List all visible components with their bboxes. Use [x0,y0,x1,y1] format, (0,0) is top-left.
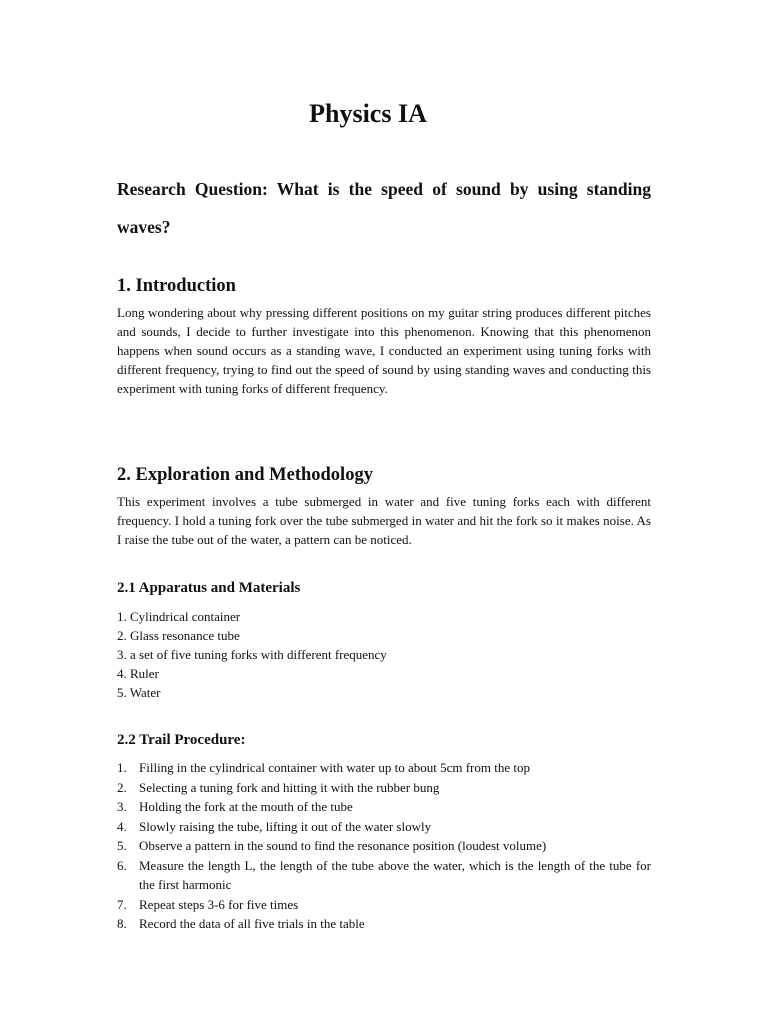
step-number: 4. [117,818,127,834]
step-number: 1. [117,760,127,775]
step-text: Holding the fork at the mouth of the tube [139,799,353,814]
step-text: Filling in the cylindrical container with water up to about 5cm from the top [139,760,530,775]
procedure-step [117,758,651,778]
list-item: 5. Water [117,685,161,700]
procedure-step [117,914,651,934]
procedure-list [117,758,651,934]
list-item: 3. a set of five tuning forks with different frequency [117,647,387,662]
procedure-step [117,836,651,856]
step-text: Slowly raising the tube, lifting it out of the water slowly [139,818,432,834]
list-item: 1. Cylindrical container [117,609,241,624]
step-text: Observe a pattern in the sound to find the resonance position (loudest volume) [139,838,547,853]
exploration-paragraph: This experiment involves a tube submerged in water and five tuning forks each with different frequency. I hold a tuning fork over the tube submerged in water and hit the fork so it makes noise. As I raise the tube out of the water, a pattern can be noticed. [117,494,651,547]
procedure-heading: 2.2 Trail Procedure: [117,732,246,748]
step-number: 6. [117,857,127,873]
procedure-step [117,817,651,837]
step-text: Repeat steps 3-6 for five times [139,896,299,912]
step-text: Record the data of all five trials in the table [139,916,365,931]
step-number: 7. [117,896,127,912]
procedure-step [117,895,651,915]
step-text: Measure the length L, the length of the tube above the water, which is the length of the tube for the first harmonic [139,857,651,892]
step-text: Selecting a tuning fork and hitting it with the rubber bung [139,779,440,795]
introduction-heading: 1. Introduction [117,276,236,296]
step-number: 5. [117,838,127,853]
procedure-step [117,797,651,817]
exploration-heading: 2. Exploration and Methodology [117,465,373,485]
research-question: Research Question: What is the speed of sound by using standing waves? [117,179,651,237]
list-item: 4. Ruler [117,666,159,681]
page-title: Physics IA [309,99,427,128]
apparatus-list [117,607,651,702]
step-number: 8. [117,916,127,931]
step-number: 2. [117,779,127,795]
apparatus-heading: 2.1 Apparatus and Materials [117,580,301,596]
list-item: 2. Glass resonance tube [117,628,240,643]
introduction-paragraph: Long wondering about why pressing different positions on my guitar string produces different pitches and sounds, I decide to further investigate into this phenomenon. Knowing that this phenomenon happens when sound occurs as a standing wave, I conducted an experiment using tuning forks with different frequency, trying to find out the speed of sound by using standing waves and conducting this experiment with tuning forks of different frequency. [117,305,651,396]
step-number: 3. [117,799,127,814]
procedure-step [117,778,651,798]
procedure-step [117,856,651,895]
